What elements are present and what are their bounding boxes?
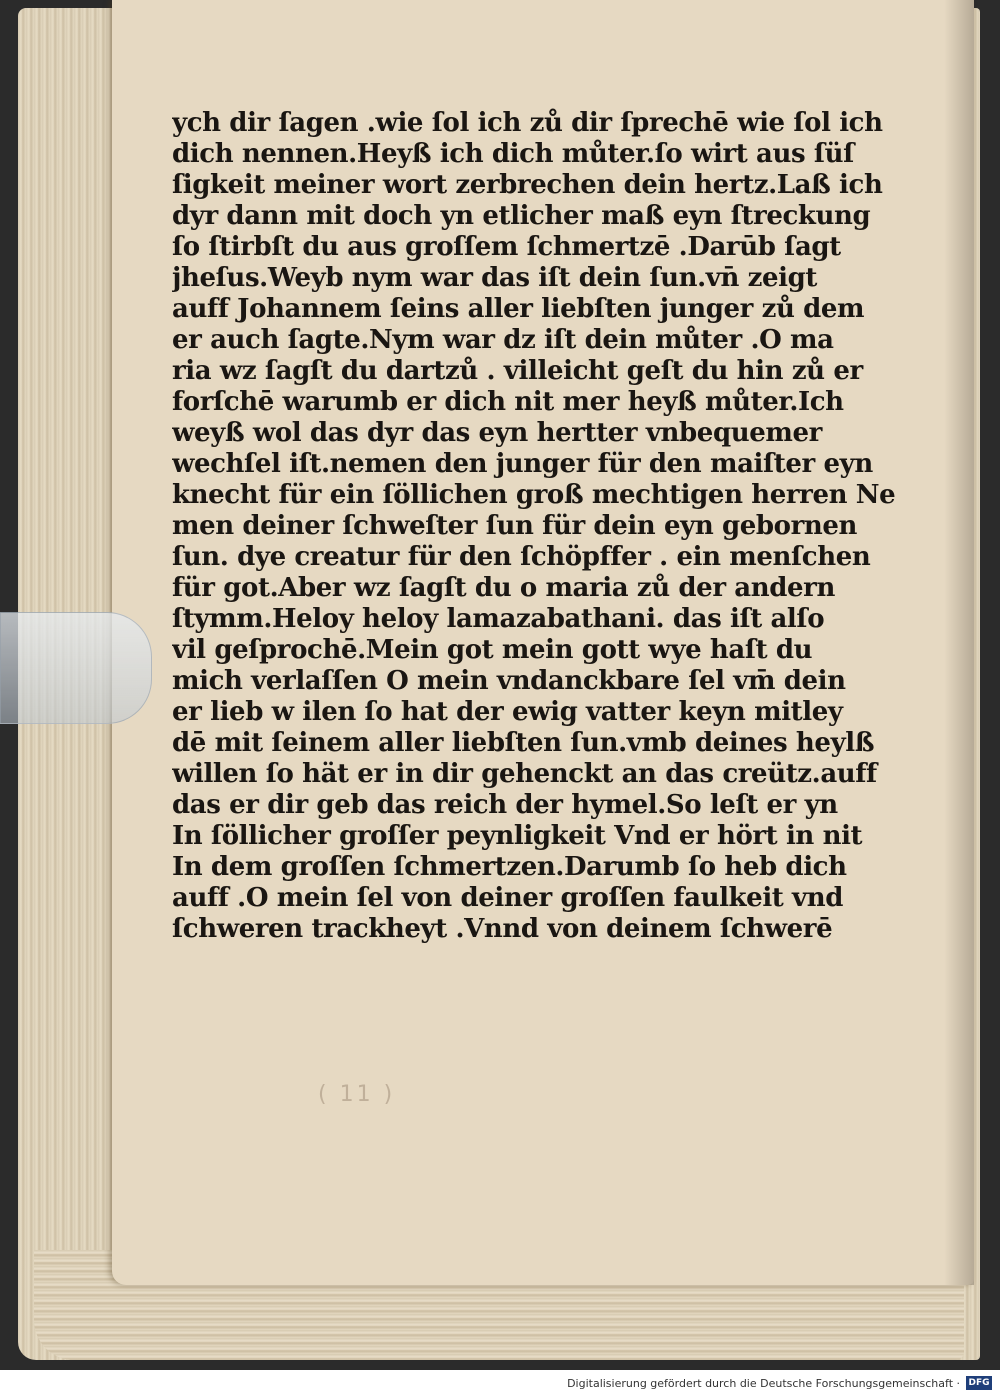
faint-page-mark: ( 11 ) [318, 1082, 396, 1107]
dfg-logo: DFG [966, 1376, 992, 1390]
text-line: ych dir ſagen .wie ſol ich zů dir ſprechē wie ſol ich [172, 108, 883, 138]
text-line: ſigkeit meiner wort zerbrechen dein hertz.Laß ich [172, 170, 883, 200]
blackletter-text-block [172, 108, 912, 945]
text-line: weyß wol das dyr das eyn hertter vnbequemer [172, 418, 822, 448]
text-line: forſchē warumb er dich nit mer heyß můter.Ich [172, 387, 844, 417]
text-line: jheſus.Weyb nym war das iſt dein ſun.vn̄ zeigt [172, 263, 818, 293]
text-line: vil geſprochē.Mein got mein gott wye haſt du [172, 635, 813, 665]
text-line: dich nennen.Heyß ich dich můter.ſo wirt aus ſüſ [172, 139, 854, 169]
text-line: In ſöllicher groſſer peynligkeit Vnd er hört in nit [172, 821, 863, 851]
text-line: das er dir geb das reich der hymel.So leſt er yn [172, 790, 838, 820]
text-line: willen ſo hät er in dir gehenckt an das creütz.auff [172, 759, 877, 789]
text-line: ria wz ſagſt du dartzů . villeicht geſt du hin zů er [172, 356, 863, 386]
text-line: knecht für ein ſöllichen groß mechtigen herren Ne [172, 480, 896, 510]
footer-bar [0, 1370, 1000, 1398]
text-line: auff .O mein ſel von deiner groſſen faulkeit vnd [172, 883, 844, 913]
text-line: In dem groſſen ſchmertzen.Darumb ſo heb dich [172, 852, 847, 882]
gutter-shadow [944, 0, 974, 1285]
text-line: mich verlaſſen O mein vndanckbare ſel vm̄ dein [172, 666, 846, 696]
page-clip [0, 612, 152, 724]
text-line: wechſel iſt.nemen den junger für den maiſter eyn [172, 449, 873, 479]
text-line: auff Johannem ſeins aller liebſten junger zů dem [172, 294, 865, 324]
text-line: für got.Aber wz ſagſt du o maria zů der andern [172, 573, 835, 603]
text-line: men deiner ſchweſter ſun für dein eyn gebornen [172, 511, 858, 541]
text-line: ſtymm.Heloy heloy lamazabathani. das iſt alſo [172, 604, 825, 634]
text-line: er lieb w ilen ſo hat der ewig vatter keyn mitley [172, 697, 843, 727]
text-line: dyr dann mit doch yn etlicher maß eyn ſtreckung [172, 201, 871, 231]
text-line: er auch ſagte.Nym war dz iſt dein můter .O ma [172, 325, 834, 355]
text-line: ſchweren trackheyt .Vnnd von deinem ſchwerē [172, 914, 833, 944]
text-line: ſo ſtirbſt du aus groſſem ſchmertzē .Darūb ſagt [172, 232, 841, 262]
text-line: ſun. dye creatur für den ſchöpffer . ein menſchen [172, 542, 871, 572]
footer-credit: Digitalisierung gefördert durch die Deutsche Forschungsgemeinschaft · [567, 1377, 960, 1390]
text-line: dē mit ſeinem aller liebſten ſun.vmb deines heylß [172, 728, 875, 758]
